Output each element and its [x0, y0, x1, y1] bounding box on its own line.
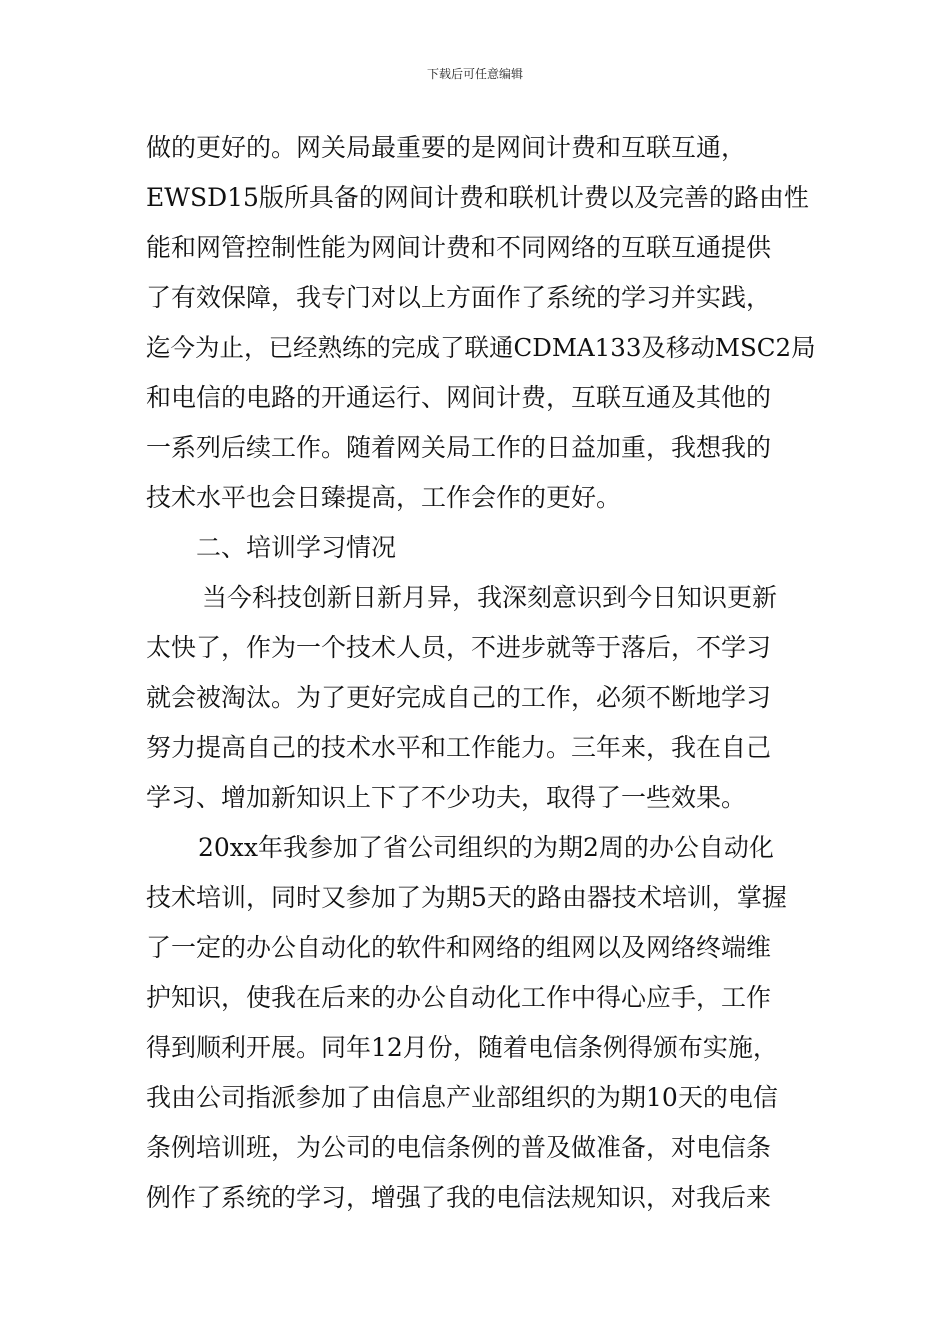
text-line: 20xx年我参加了省公司组织的为期2周的办公自动化 — [198, 833, 774, 862]
text-line: 努力提高自己的技术水平和工作能力。三年来，我在自己 — [146, 733, 772, 762]
text-line: 学习、增加新知识上下了不少功夫，取得了一些效果。 — [146, 783, 747, 812]
text-line: 得到顺利开展。同年12月份，随着电信条例得颁布实施， — [146, 1033, 778, 1062]
text-line: 做的更好的。网关局最重要的是网间计费和互联互通， — [146, 133, 747, 162]
text-line: EWSD15版所具备的网间计费和联机计费以及完善的路由性 — [146, 183, 809, 212]
text-line: 我由公司指派参加了由信息产业部组织的为期10天的电信 — [146, 1083, 778, 1112]
page-header: 下载后可任意编辑 — [426, 67, 523, 81]
text-line: 一系列后续工作。随着网关局工作的日益加重，我想我的 — [146, 433, 772, 462]
text-line: 技术水平也会日臻提高，工作会作的更好。 — [146, 483, 622, 512]
text-line: 迄今为止，已经熟练的完成了联通CDMA133及移动MSC2局 — [146, 333, 816, 362]
text-line: 能和网管控制性能为网间计费和不同网络的互联互通提供 — [146, 233, 772, 262]
text-line: 就会被淘汰。为了更好完成自己的工作，必须不断地学习 — [146, 683, 772, 712]
text-line: 了一定的办公自动化的软件和网络的组网以及网络终端维 — [146, 933, 772, 962]
text-line: 和电信的电路的开通运行、网间计费，互联互通及其他的 — [146, 383, 772, 412]
section-heading: 二、培训学习情况 — [196, 533, 397, 562]
text-line: 了有效保障，我专门对以上方面作了系统的学习并实践， — [146, 283, 772, 312]
text-line: 护知识，使我在后来的办公自动化工作中得心应手，工作 — [146, 983, 772, 1012]
text-line: 太快了，作为一个技术人员，不进步就等于落后，不学习 — [146, 633, 772, 662]
text-line: 例作了系统的学习，增强了我的电信法规知识，对我后来 — [146, 1183, 772, 1212]
text-line: 技术培训，同时又参加了为期5天的路由器技术培训，掌握 — [146, 883, 787, 912]
text-line: 条例培训班，为公司的电信条例的普及做准备，对电信条 — [146, 1133, 772, 1162]
document-body — [146, 123, 818, 1223]
text-line: 当今科技创新日新月异，我深刻意识到今日知识更新 — [202, 583, 778, 612]
